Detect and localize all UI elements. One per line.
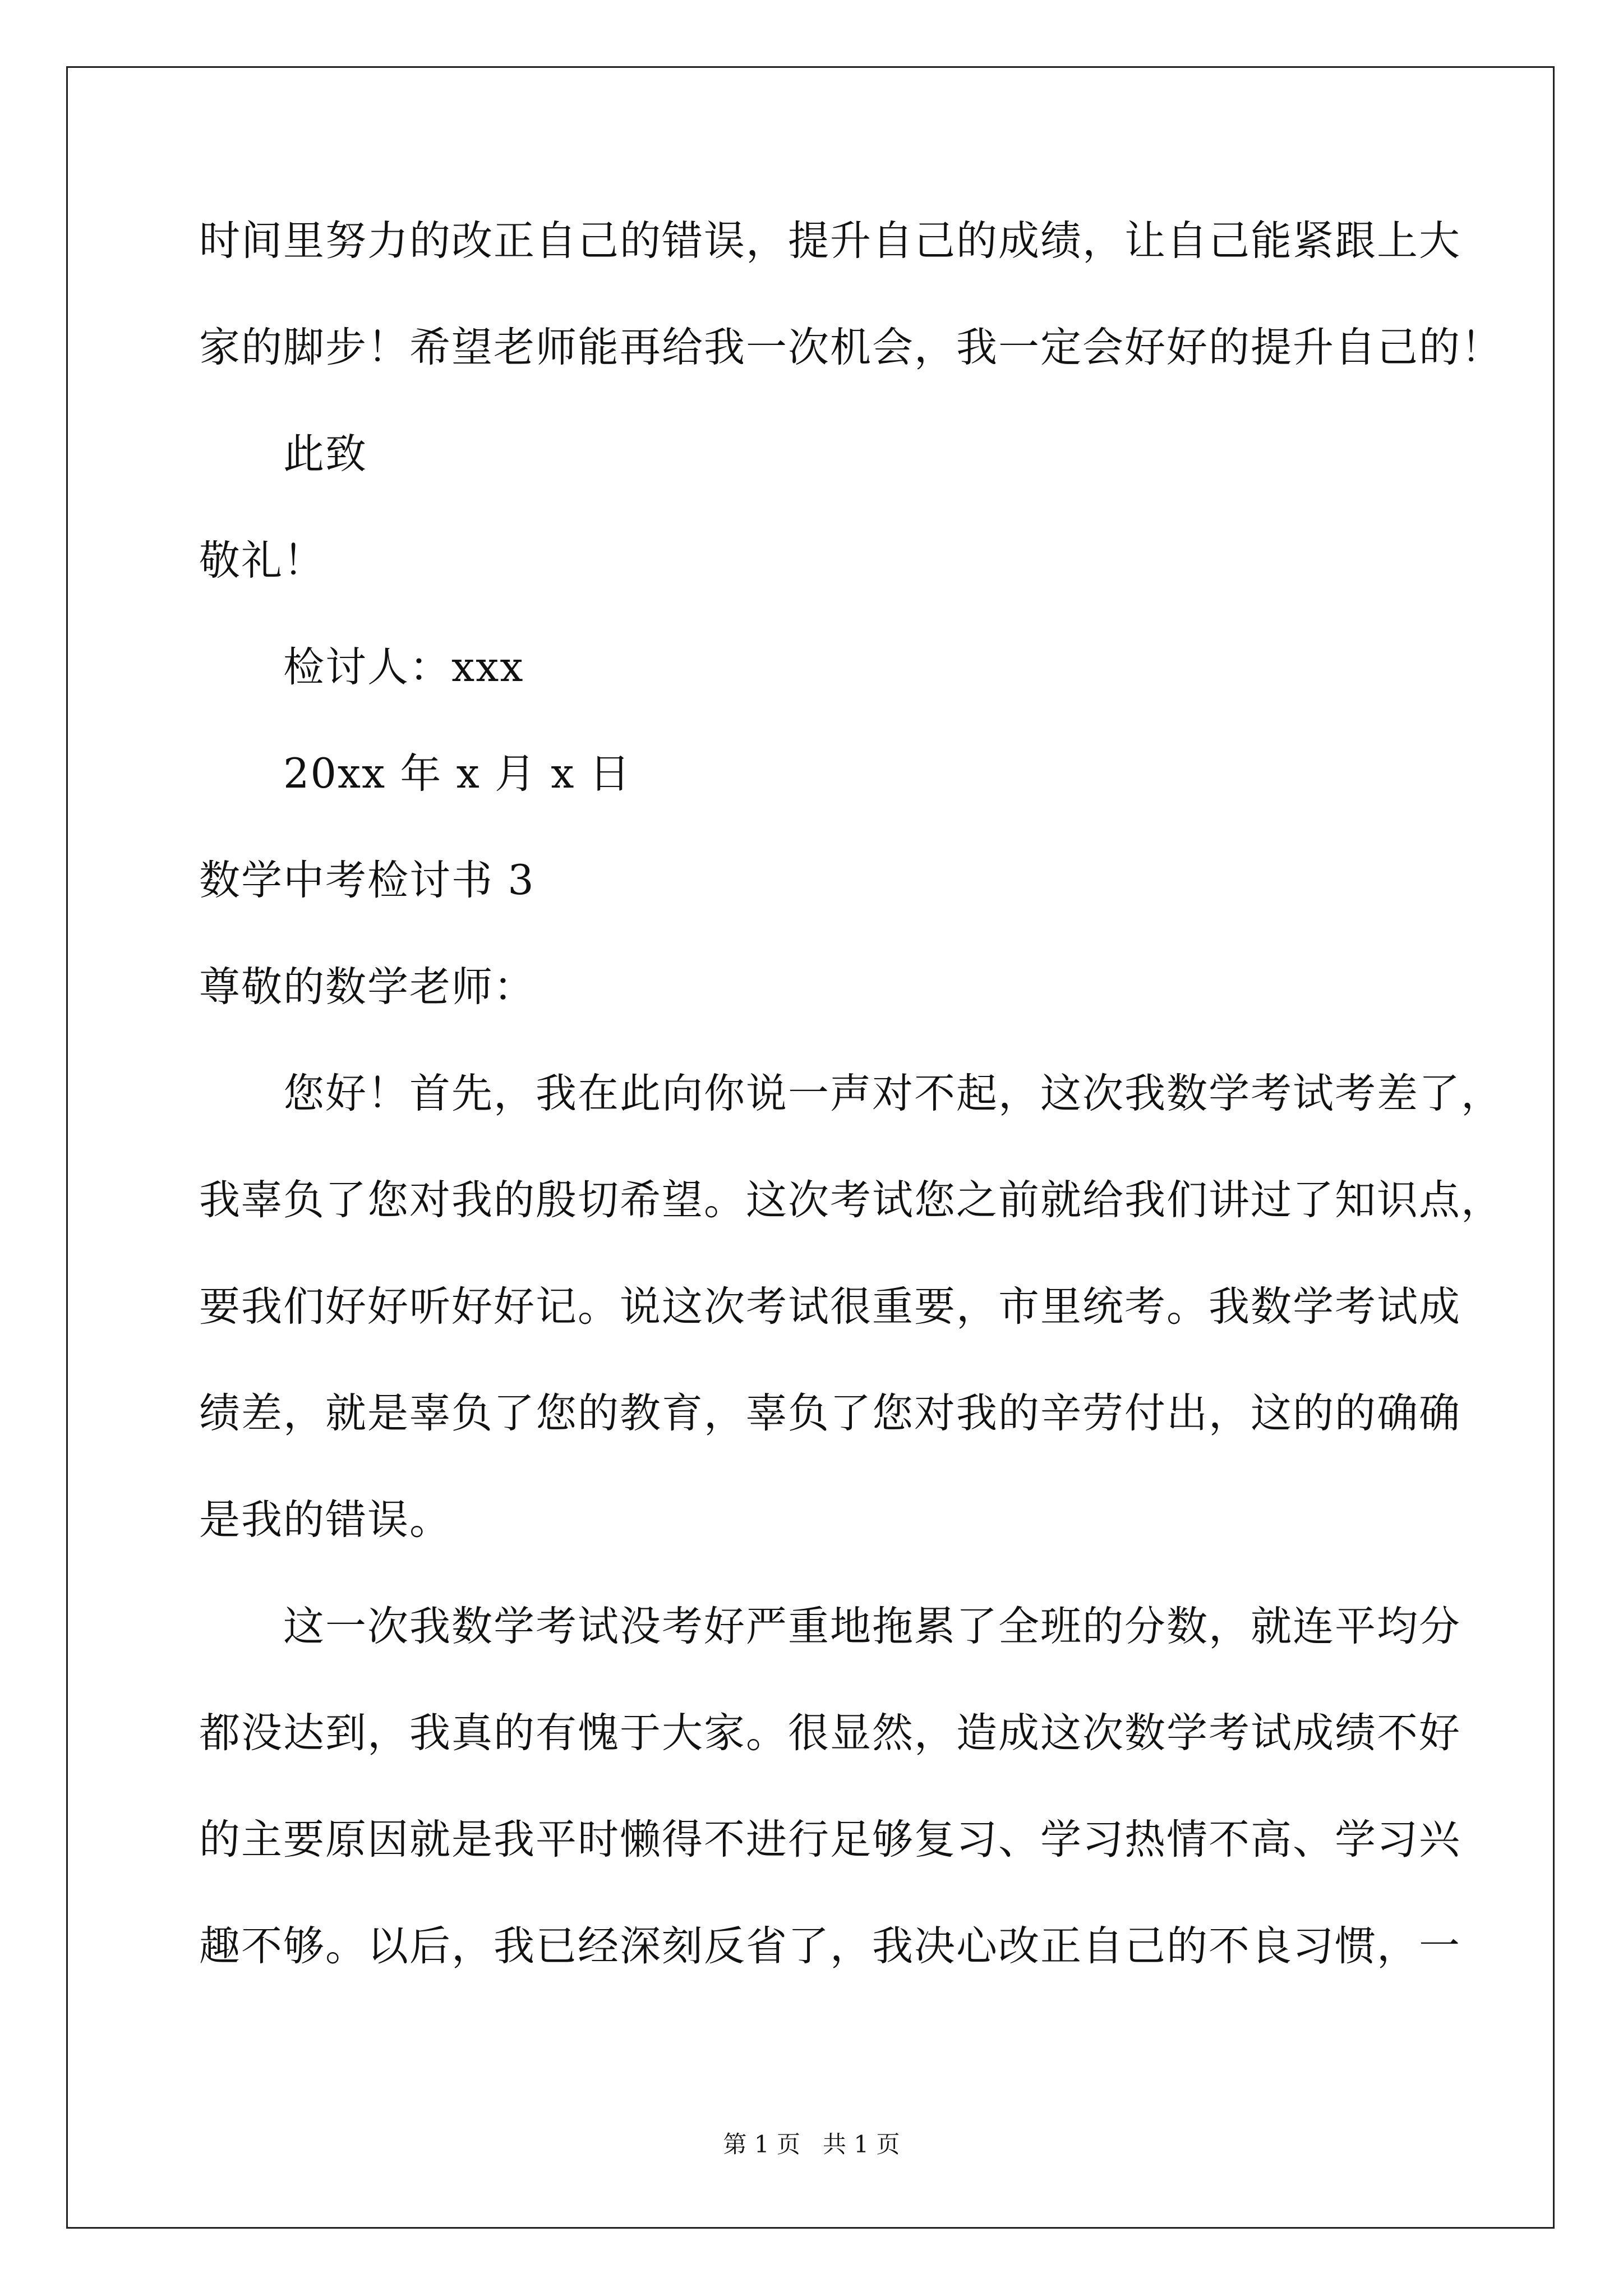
section-title: 数学中考检讨书 3 xyxy=(199,857,535,904)
closing-salutation: 此致 xyxy=(283,430,367,478)
date-line: 20xx 年 x 月 x 日 xyxy=(283,750,631,798)
text-line: 趣不够。以后，我已经深刻反省了，我决心改正自己的不良习惯，一 xyxy=(199,1922,1461,1970)
text-line: 绩差，就是辜负了您的教育，辜负了您对我的辛劳付出，这的的确确 xyxy=(199,1389,1461,1437)
text-line: 都没达到，我真的有愧于大家。很显然，造成这次数学考试成绩不好 xyxy=(199,1709,1461,1757)
text-line: 是我的错误。 xyxy=(199,1496,451,1544)
text-line: 我辜负了您对我的殷切希望。这次考试您之前就给我们讲过了知识点， xyxy=(199,1176,1503,1224)
signature-line: 检讨人：xxx xyxy=(283,643,524,691)
page-frame xyxy=(66,66,1555,2229)
text-line: 这一次我数学考试没考好严重地拖累了全班的分数，就连平均分 xyxy=(283,1603,1461,1650)
greeting: 尊敬的数学老师： xyxy=(199,963,536,1011)
text-line: 的主要原因就是我平时懒得不进行足够复习、学习热情不高、学习兴 xyxy=(199,1816,1461,1864)
text-line: 家的脚步！希望老师能再给我一次机会，我一定会好好的提升自己的！ xyxy=(199,324,1503,371)
text-line: 您好！首先，我在此向你说一声对不起，这次我数学考试考差了， xyxy=(283,1070,1503,1117)
page-number-footer: 第 1 页 共 1 页 xyxy=(723,2131,900,2158)
text-line: 要我们好好听好好记。说这次考试很重要，市里统考。我数学考试成 xyxy=(199,1283,1461,1331)
text-line: 时间里努力的改正自己的错误，提升自己的成绩，让自己能紧跟上大 xyxy=(199,217,1461,265)
closing-respect: 敬礼！ xyxy=(199,537,325,585)
